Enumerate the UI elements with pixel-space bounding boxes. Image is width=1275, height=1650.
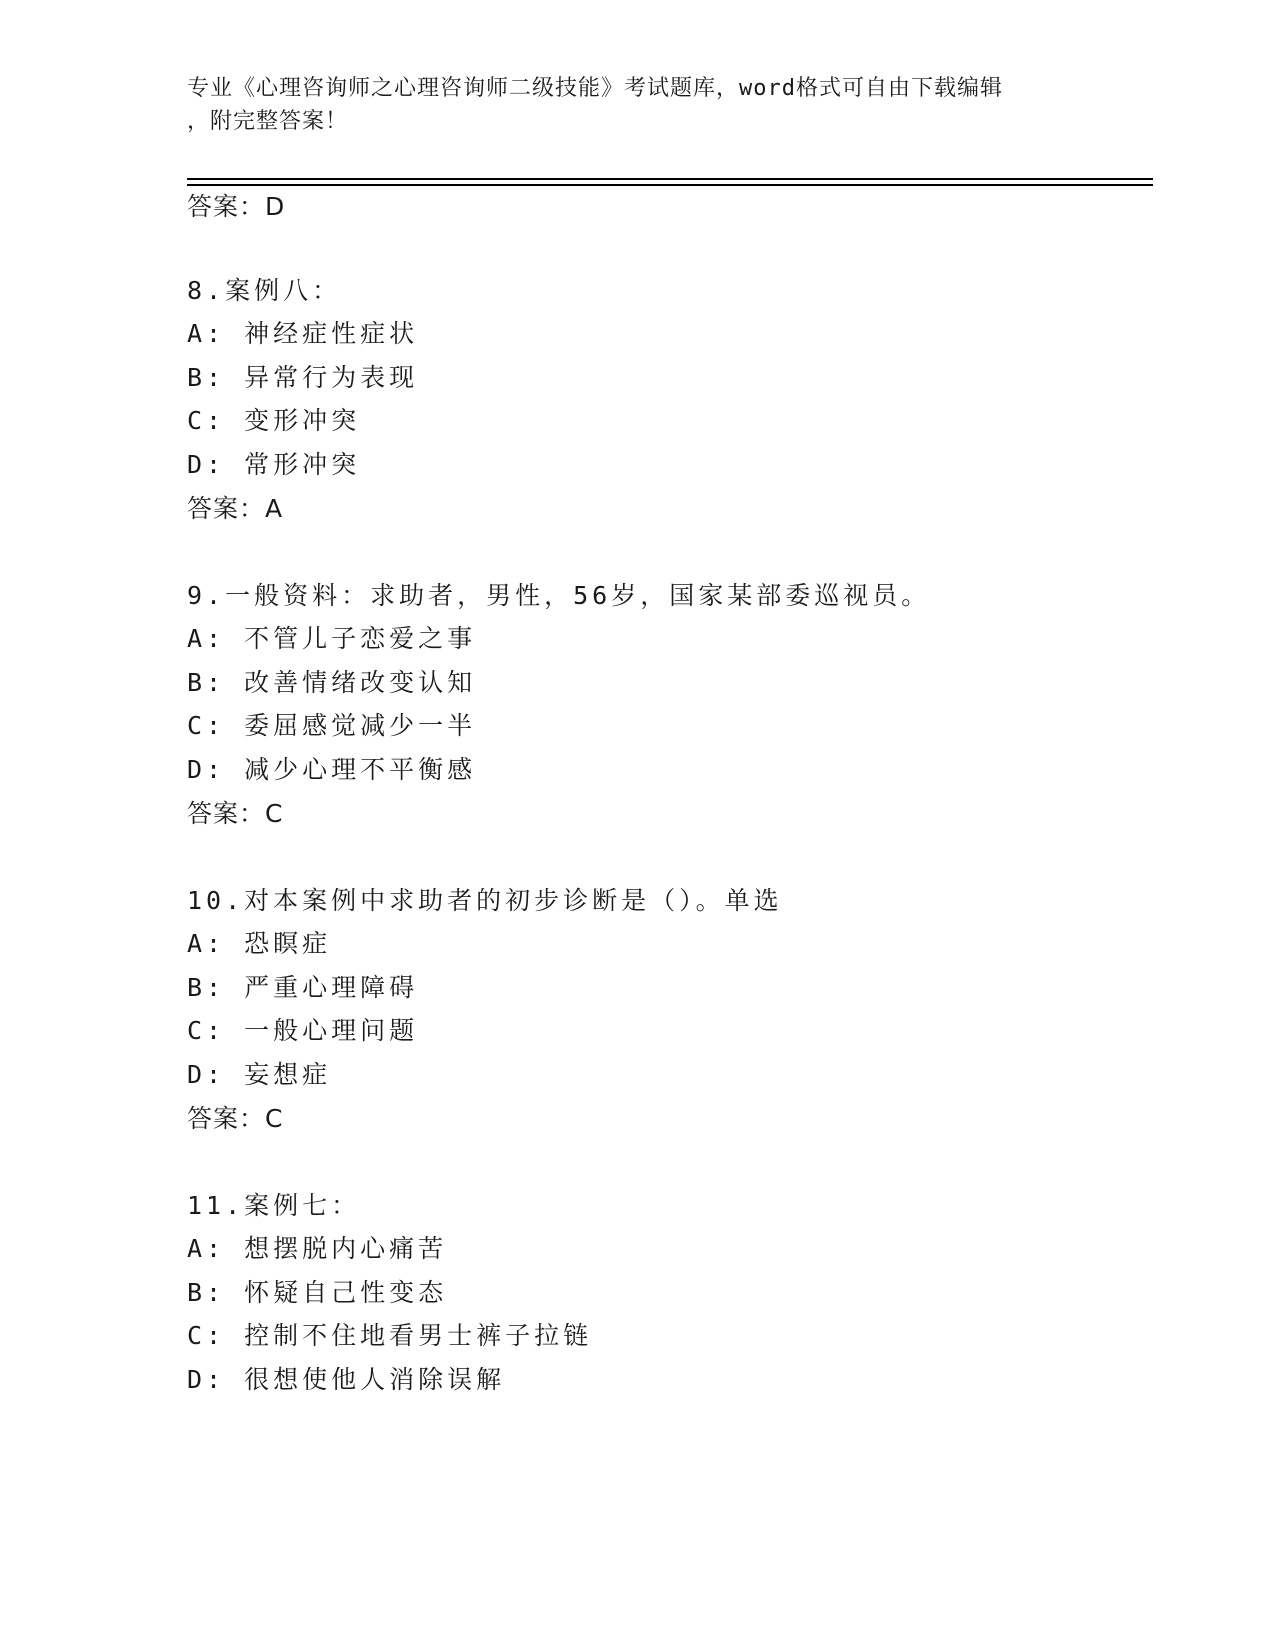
- option-d: D: 减少心理不平衡感: [187, 755, 477, 784]
- option-c: C: 控制不住地看男士裤子拉链: [187, 1321, 593, 1350]
- question-title: 10.对本案例中求助者的初步诊断是（）。单选: [187, 886, 783, 915]
- option-a: A: 恐瞑症: [187, 929, 332, 958]
- option-b: B: 改善情绪改变认知: [187, 668, 477, 697]
- option-a: A: 想摆脱内心痛苦: [187, 1234, 448, 1263]
- answer-line: 答案：A: [187, 494, 284, 523]
- option-b: B: 严重心理障碍: [187, 973, 419, 1002]
- answer-line: 答案：D: [187, 192, 286, 221]
- answer-line: 答案：C: [187, 799, 284, 828]
- answer-line: 答案：C: [187, 1104, 284, 1133]
- question-title: 9.一般资料：求助者，男性，56岁，国家某部委巡视员。: [187, 581, 931, 610]
- option-d: D: 妄想症: [187, 1060, 332, 1089]
- option-c: C: 变形冲突: [187, 406, 361, 435]
- question-title: 11.案例七：: [187, 1191, 361, 1220]
- option-c: C: 委屈感觉减少一半: [187, 711, 477, 740]
- option-c: C: 一般心理问题: [187, 1016, 419, 1045]
- option-a: A: 神经症性症状: [187, 319, 419, 348]
- header-line-2: ，附完整答案！: [187, 109, 349, 134]
- option-b: B: 怀疑自己性变态: [187, 1278, 448, 1307]
- header-line-1: 专业《心理咨询师之心理咨询师二级技能》考试题库，word格式可自由下载编辑: [187, 76, 1003, 101]
- header-divider-top: [187, 178, 1153, 180]
- option-d: D: 常形冲突: [187, 450, 361, 479]
- option-a: A: 不管儿子恋爱之事: [187, 624, 477, 653]
- option-b: B: 异常行为表现: [187, 363, 419, 392]
- option-d: D: 很想使他人消除误解: [187, 1365, 506, 1394]
- question-title: 8.案例八：: [187, 276, 342, 305]
- header-divider-bottom: [187, 184, 1153, 186]
- document-header: [187, 72, 1067, 138]
